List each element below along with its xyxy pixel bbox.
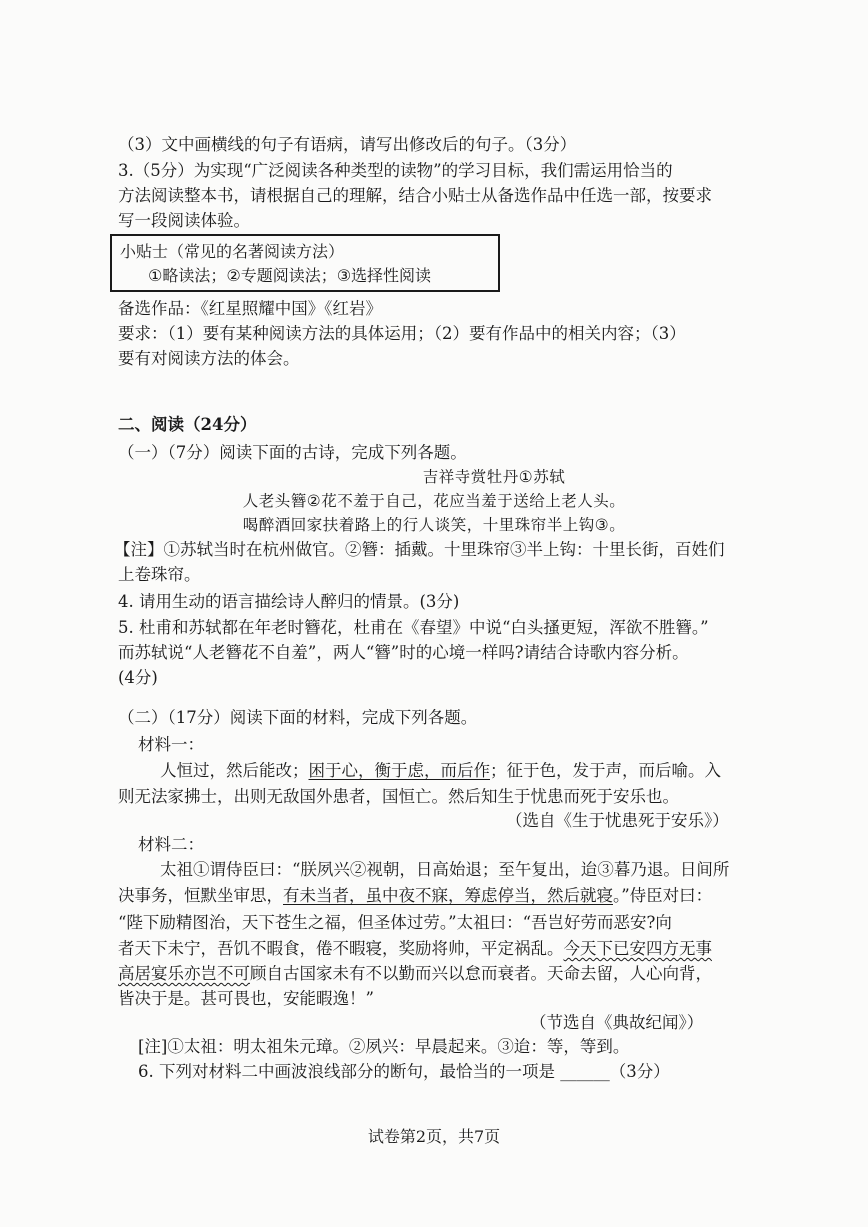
material-2-wavy-2: 高居宴乐亦岂不可 xyxy=(118,964,250,983)
tip-methods: ①略读法；②专题阅读法；③选择性阅读 xyxy=(148,266,432,285)
material-1-line1 xyxy=(160,760,721,782)
material-2-line3: “陛下励精图治，天下苍生之福，但圣体过劳。”太祖曰：“吾岂好劳而恶安?向 xyxy=(118,913,672,932)
material-2-source: （节选自《典故纪闻》） xyxy=(530,1013,704,1032)
question-3-line2: 方法阅读整本书，请根据自己的理解，结合小贴士从备选作品中任选一部，按要求 xyxy=(118,186,712,205)
material-1-label: 材料一： xyxy=(138,735,204,754)
part-1-intro: （一）（7分）阅读下面的古诗，完成下列各题。 xyxy=(118,443,467,462)
poem-line-1: 人老头簪②花不羞于自己，花应当羞于送给上老人头。 xyxy=(242,492,626,510)
question-3-line1: 3.（5分）为实现“广泛阅读各种类型的读物”的学习目标，我们需运用恰当的 xyxy=(118,161,673,180)
material-1-line2: 则无法家拂士，出则无敌国外患者，国恒亡。然后知生于忧患而死于安乐也。 xyxy=(118,787,679,806)
poem-line-2: 喝醉酒回家扶着路上的行人谈笑，十里珠帘半上钩③。 xyxy=(242,516,626,534)
poem-title: 吉祥寺赏牡丹①苏轼 xyxy=(422,468,566,486)
material-2-line6: 皆决于是。甚可畏也，安能暇逸！” xyxy=(118,989,374,1008)
tip-box xyxy=(110,234,500,292)
material-1-source: （选自《生于忧患死于安乐》） xyxy=(506,811,729,830)
material-2-underlined: 有未当者，虽中夜不寐，筹虑停当，然后就寝 xyxy=(283,886,613,905)
material-1-text-a: 人恒过，然后能改； xyxy=(160,761,309,780)
material-2-note: [注]①太祖：明太祖朱元璋。②夙兴：早晨起来。③迨：等，等到。 xyxy=(138,1037,630,1056)
question-3-sub3: （3）文中画横线的句子有语病，请写出修改后的句子。（3分） xyxy=(118,135,577,154)
poem-note-line2: 上卷珠帘。 xyxy=(118,565,201,584)
material-2-text-d: 顾自古国家未有不以勤而兴以怠而衰者。天命去留，人心向背， xyxy=(250,964,712,983)
material-2-line5 xyxy=(118,963,712,985)
question-5-line3: (4分) xyxy=(118,668,158,687)
material-1-text-b: ；征于色，发于声，而后喻。入 xyxy=(490,761,721,780)
question-5-line2: 而苏轼说“人老簪花不自羞”，两人“簪”时的心境一样吗?请结合诗歌内容分析。 xyxy=(118,643,689,662)
requirements-line1: 要求：（1）要有某种阅读方法的具体运用；（2）要有作品中的相关内容；（3） xyxy=(118,324,686,343)
material-2-line4 xyxy=(118,938,712,960)
material-2-text-c: 者天下未宁，吾饥不暇食，倦不暇寝，奖励将帅，平定祸乱。 xyxy=(118,939,564,958)
material-2-line1: 太祖①谓侍臣曰：“朕夙兴②视朝，日高始退；至午复出，迨③暮乃退。日间所 xyxy=(160,860,730,879)
candidate-works: 备选作品：《红星照耀中国》《红岩》 xyxy=(118,299,382,318)
material-2-label: 材料二： xyxy=(138,835,204,854)
material-2-wavy-1: 今天下已安四方无事 xyxy=(563,939,712,958)
question-6: 6. 下列对材料二中画波浪线部分的断句，最恰当的一项是 ______（3分） xyxy=(138,1062,670,1081)
section-2-title: 二、阅读（24分） xyxy=(118,415,257,434)
requirements-line2: 要有对阅读方法的体会。 xyxy=(118,349,300,368)
material-2-text-b: 。”侍臣对曰： xyxy=(613,886,713,905)
material-1-underlined: 困于心，衡于虑，而后作 xyxy=(308,761,490,780)
question-5-line1: 5. 杜甫和苏轼都在年老时簪花，杜甫在《春望》中说“白头搔更短，浑欲不胜簪。” xyxy=(118,618,709,637)
question-4: 4. 请用生动的语言描绘诗人醉归的情景。(3分) xyxy=(118,592,460,611)
page-footer: 试卷第2页，共7页 xyxy=(367,1127,501,1146)
poem-note-line1: 【注】①苏轼当时在杭州做官。②簪：插戴。十里珠帘③半上钩：十里长街，百姓们 xyxy=(114,540,725,559)
part-2-intro: （二）（17分）阅读下面的材料，完成下列各题。 xyxy=(118,708,478,727)
tip-title: 小贴士（常见的名著阅读方法） xyxy=(120,242,345,261)
material-2-line2 xyxy=(118,885,712,907)
question-3-line3: 写一段阅读体验。 xyxy=(118,211,250,230)
material-2-text-a: 决事务，恒默坐审思， xyxy=(118,886,283,905)
